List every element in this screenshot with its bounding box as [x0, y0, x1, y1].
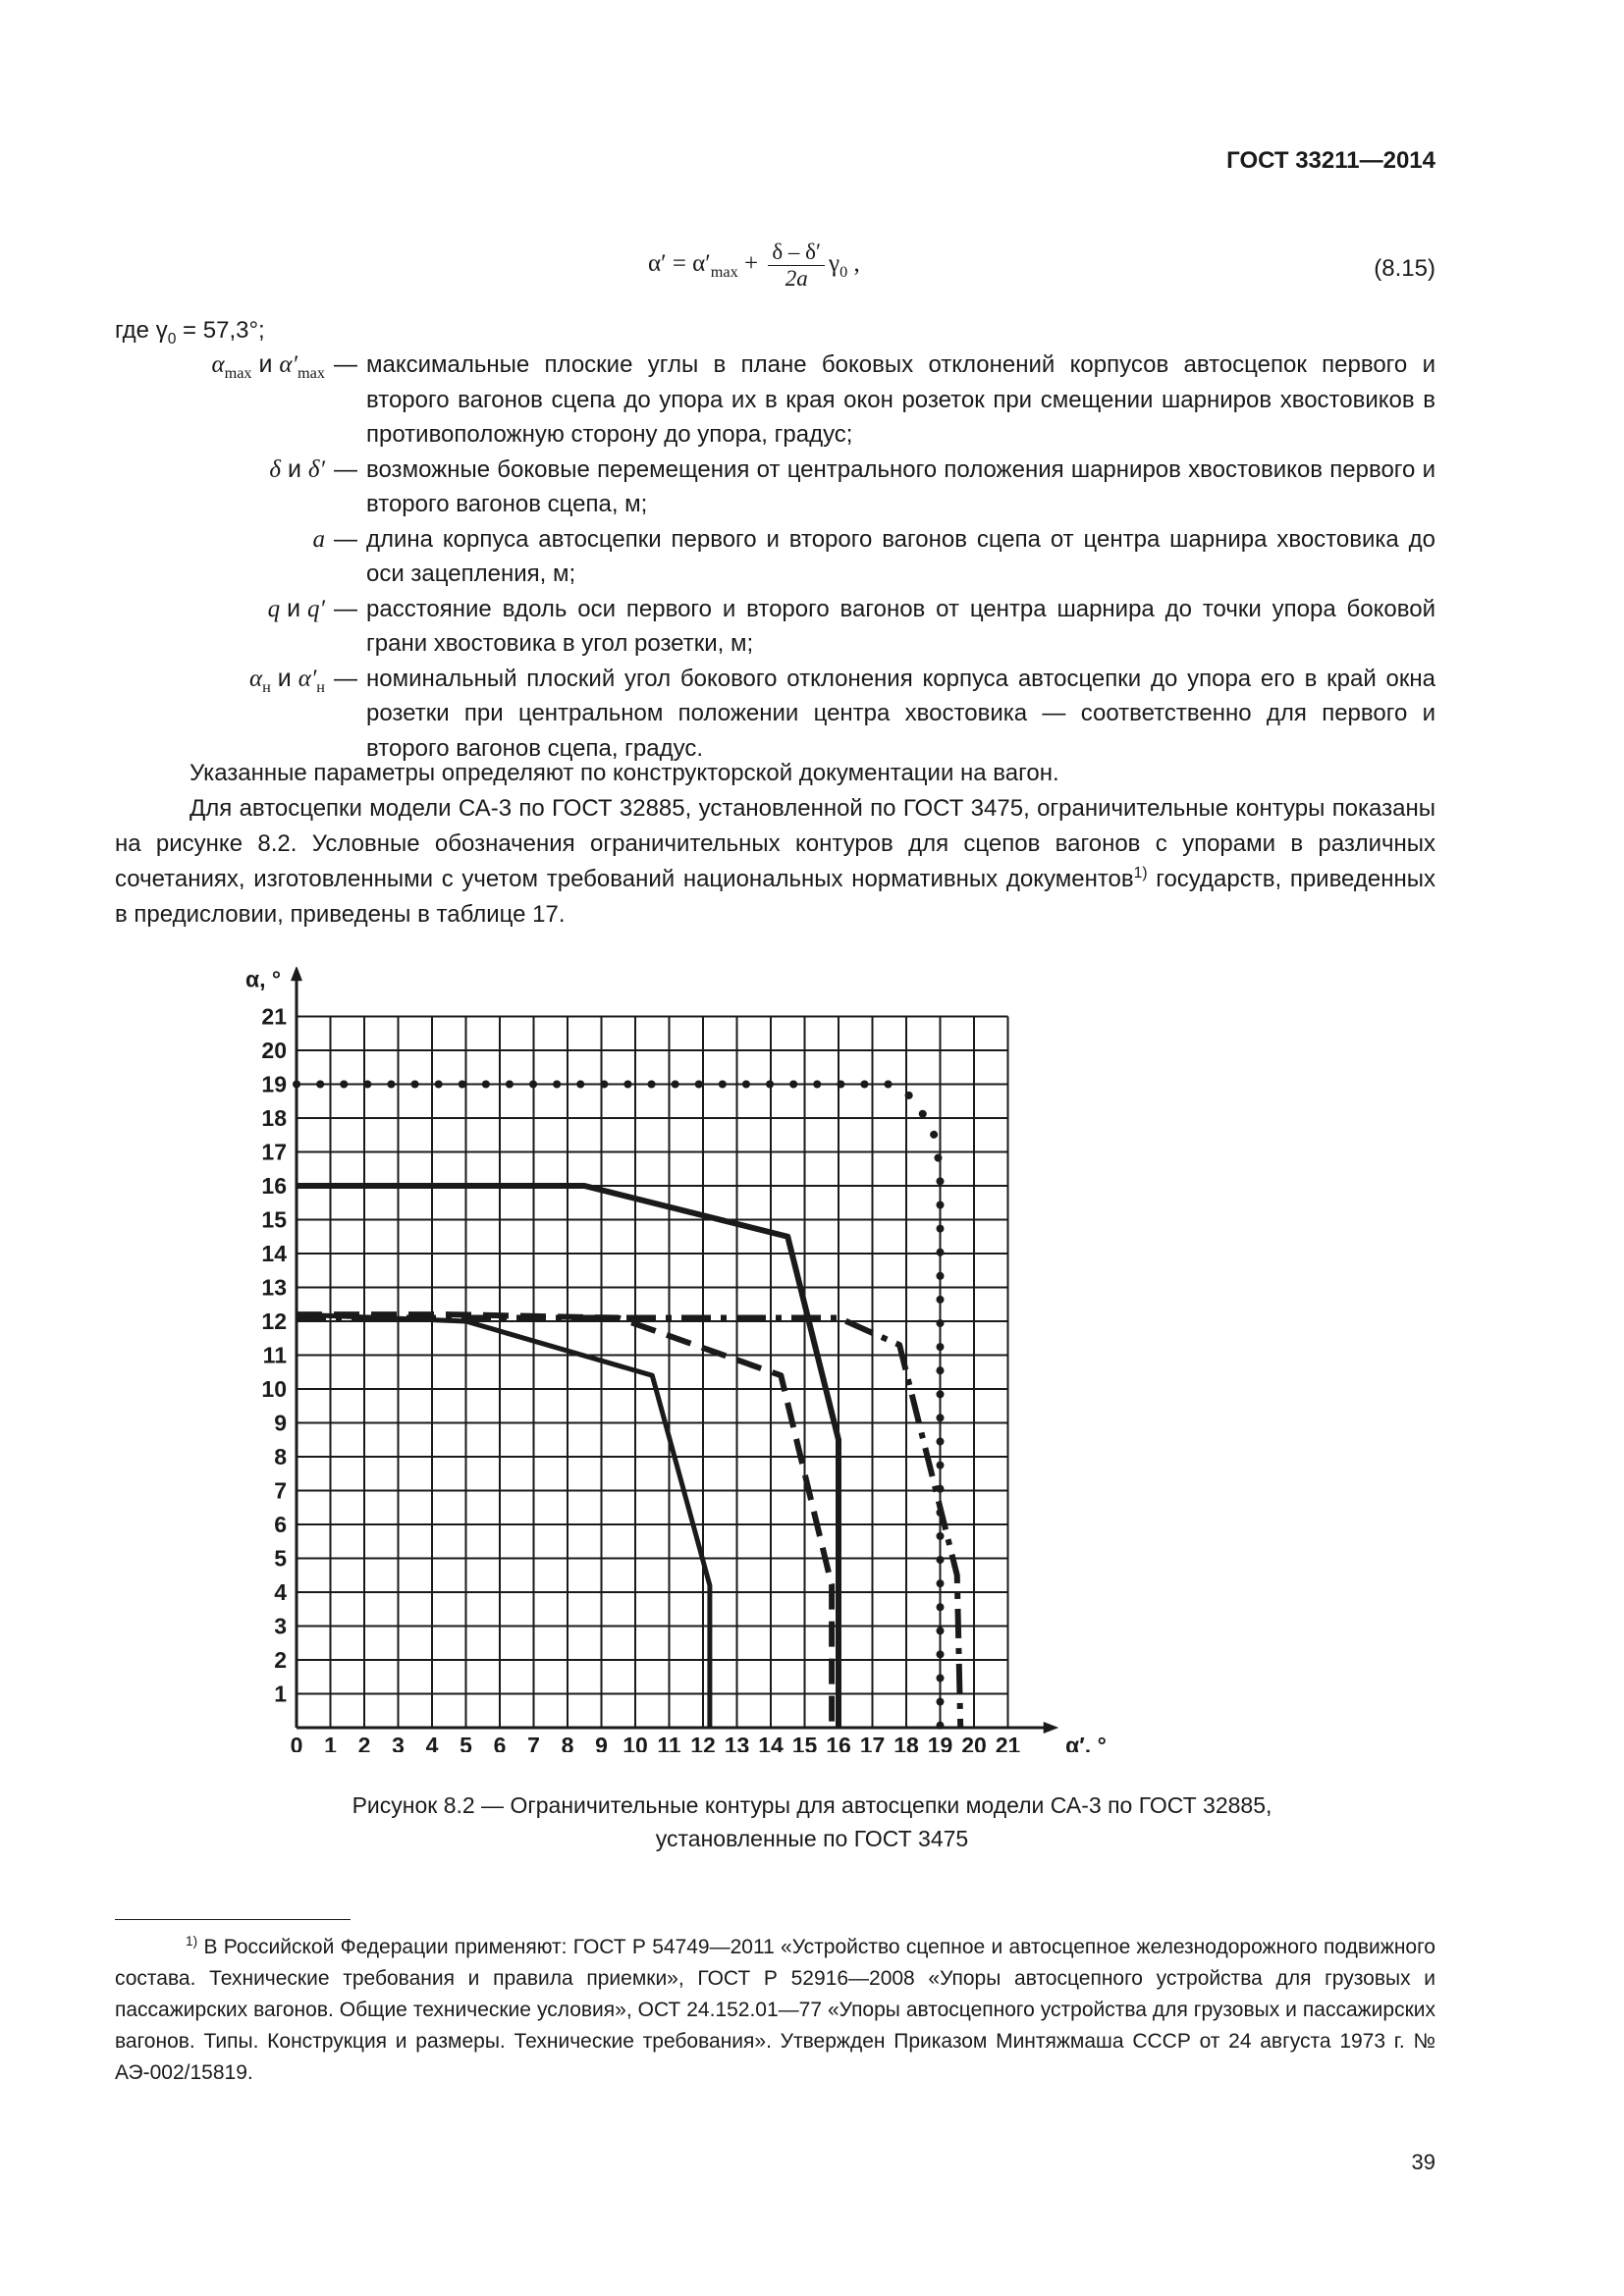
definition-term-term-b: α′ [298, 665, 317, 692]
body-paragraphs [115, 756, 1435, 933]
definition-term-term-a: q [267, 595, 281, 622]
x-tick-label: 6 [493, 1733, 507, 1752]
x-tick-label: 13 [724, 1733, 750, 1752]
x-tick-label: 10 [623, 1733, 648, 1752]
where-value: = 57,3°; [176, 317, 265, 344]
definition-dash: — [334, 525, 357, 553]
y-tick-label: 14 [261, 1241, 287, 1266]
definition-term-term-a-sub: max [224, 364, 252, 382]
definition-dash: — [334, 595, 357, 622]
definition-term [115, 592, 325, 662]
series-contour-solid-12 [297, 1314, 710, 1728]
x-tick-label: 9 [595, 1733, 608, 1752]
paragraph-2-tail: государств, приведенных в предисловии, приведены в таблице 17. [115, 866, 1435, 928]
contour-chart [226, 967, 1335, 1752]
definition-row [115, 522, 1435, 592]
y-tick-label: 12 [261, 1308, 287, 1334]
y-axis-label: α, ° [245, 967, 282, 992]
footnote-divider [115, 1919, 351, 1920]
where-sub: 0 [167, 330, 177, 347]
definition-dash: — [334, 351, 357, 378]
x-tick-label: 11 [657, 1733, 681, 1752]
y-tick-label: 19 [261, 1071, 287, 1097]
definition-term [115, 662, 325, 767]
x-tick-label: 17 [859, 1733, 886, 1752]
definition-term [115, 347, 325, 453]
definition-term-term-a: α [249, 665, 263, 692]
x-tick-label: 15 [791, 1733, 818, 1752]
formula-gamma: γ [829, 250, 840, 278]
where-prefix: где γ [115, 317, 168, 344]
y-tick-label: 21 [261, 1003, 287, 1030]
x-tick-label: 1 [324, 1733, 337, 1752]
series-contour-dotted [297, 1085, 941, 1729]
definition-term-term-a: δ [269, 455, 282, 483]
y-tick-label: 7 [274, 1477, 287, 1504]
definition-term-join: и [280, 594, 308, 622]
footnote [115, 1932, 1435, 2089]
footnote-ref: 1) [1133, 865, 1148, 881]
formula-tail: , [847, 250, 860, 278]
definition-term-term-a: α [211, 351, 225, 378]
definition-term-term-b-sub: н [316, 677, 325, 696]
y-tick-label: 1 [274, 1681, 287, 1707]
page-number: 39 [1411, 2150, 1435, 2174]
definition-term-term-b-sub: max [298, 364, 325, 382]
figure-caption [0, 1789, 1624, 1855]
y-tick-label: 11 [262, 1342, 287, 1368]
definition-text: длина корпуса автосцепки первого и второго вагонов сцепа от центра шарнира хвостовика до оси зацепления, м; [366, 525, 1435, 587]
formula-denominator: 2a [785, 266, 808, 291]
y-tick-label: 17 [261, 1139, 287, 1165]
formula-lhs-sub: max [710, 263, 738, 282]
y-axis-arrow [291, 967, 302, 981]
definition-term-join: и [251, 350, 280, 378]
figure-8-2 [226, 967, 1335, 1757]
paragraph-2-text: Для автосцепки модели СА-3 по ГОСТ 32885, установленной по ГОСТ 3475, ограничительные контуры показаны на рисунке 8.2. Условные обозначения ограничительных контуров для сцепов вагонов с упорами в различных сочетаниях, изготовленными с учетом требований национальных нормативных документов [115, 795, 1435, 892]
y-tick-label: 16 [261, 1173, 287, 1199]
where-clause [115, 317, 265, 345]
y-tick-label: 5 [274, 1545, 287, 1572]
x-tick-label: 7 [527, 1733, 540, 1752]
x-tick-label: 2 [357, 1733, 371, 1752]
x-tick-label: 21 [995, 1733, 1021, 1752]
y-tick-label: 4 [274, 1579, 287, 1605]
x-axis-label: α′, ° [1065, 1733, 1107, 1752]
y-tick-label: 9 [274, 1410, 287, 1436]
formula-fraction [768, 240, 825, 292]
series-contour-dashed [297, 1314, 832, 1728]
paragraph-1: Указанные параметры определяют по конструкторской документации на вагон. [189, 760, 1059, 786]
footnote-marker: 1) [186, 1934, 198, 1949]
y-tick-label: 6 [274, 1512, 287, 1537]
y-tick-label: 8 [274, 1444, 287, 1469]
definition-dash: — [334, 665, 357, 692]
caption-line-2: установленные по ГОСТ 3475 [655, 1826, 969, 1851]
definition-term-term-b: α′ [279, 351, 298, 378]
y-tick-label: 20 [261, 1038, 287, 1063]
footnote-text: В Российской Федерации применяют: ГОСТ Р 54749—2011 «Устройство сцепное и автосцепное железнодорожного подвижного состава. Технические требования и правила приемки», ГОСТ Р 52916—2008 «Упоры автосцепного устройства для грузовых и пассажирских вагонов. Общие технические условия», ОСТ 24.152.01—77 «Упоры автосцепного устройства для грузовых и пассажирских вагонов. Типы. Конструкция и размеры. Технические требования». Утвержден Приказом Минтяжмаша СССР от 24 августа 1973 г. № АЭ-002/15819. [115, 1936, 1435, 2084]
definition-term-join: и [281, 454, 308, 483]
definition-row [115, 592, 1435, 662]
definition-term [115, 453, 325, 522]
y-tick-label: 13 [261, 1274, 287, 1301]
definition-text: номинальный плоский угол бокового отклонения корпуса автосцепки до упора его в край окна розетки при центральном положении центра хвостовика — соответственно для первого и второго вагонов сцепа, градус. [366, 665, 1435, 762]
definition-term-term-a-sub: н [262, 677, 271, 696]
definition-term-term-a: a [312, 525, 325, 553]
definition-row [115, 662, 1435, 767]
definition-text: возможные боковые перемещения от центрального положения шарниров хвостовиков первого и второго вагонов сцепа, м; [366, 455, 1435, 517]
definition-term-join: и [270, 664, 298, 692]
series-contour-dashdot [297, 1318, 960, 1728]
formula-plus: + [737, 250, 765, 278]
definition-row [115, 453, 1435, 522]
x-tick-label: 8 [561, 1733, 574, 1752]
y-tick-label: 10 [261, 1376, 287, 1402]
formula-numerator: δ – δ′ [768, 240, 825, 266]
formula-lhs: α′ = α′ [648, 250, 711, 278]
definition-term-term-b: δ′ [307, 455, 325, 483]
paragraph-2 [115, 791, 1435, 933]
definition-text: максимальные плоские углы в плане боковых отклонений корпусов автосцепок первого и второго вагонов сцепа до упора их в края окон розеток при смещении шарниров хвостовиков в противоположную сторону до упора, градус; [366, 351, 1435, 448]
formula-8-15 [648, 240, 860, 292]
x-tick-label: 18 [893, 1733, 919, 1752]
x-axis-arrow [1044, 1722, 1059, 1734]
formula-gamma-sub: 0 [839, 263, 848, 282]
formula-number: (8.15) [1374, 255, 1435, 282]
definition-row [115, 347, 1435, 453]
x-tick-label: 3 [392, 1733, 405, 1752]
x-tick-label: 0 [290, 1733, 303, 1752]
caption-line-1: Рисунок 8.2 — Ограничительные контуры для автосцепки модели СА-3 по ГОСТ 32885, [352, 1792, 1272, 1818]
x-tick-label: 12 [690, 1733, 716, 1752]
definition-text: расстояние вдоль оси первого и второго вагонов от центра шарнира до точки упора боковой грани хвостовика в угол розетки, м; [366, 595, 1435, 657]
y-tick-label: 2 [274, 1647, 287, 1673]
x-tick-label: 20 [961, 1733, 987, 1752]
x-tick-label: 16 [826, 1733, 851, 1752]
y-tick-label: 15 [261, 1206, 287, 1233]
x-tick-label: 4 [425, 1733, 439, 1752]
definition-term-term-b: q′ [307, 595, 325, 622]
y-tick-label: 3 [274, 1613, 287, 1639]
definition-list [115, 347, 1435, 766]
definition-dash: — [334, 455, 357, 483]
x-tick-label: 5 [460, 1733, 472, 1752]
x-tick-label: 14 [758, 1733, 784, 1752]
document-header: ГОСТ 33211—2014 [1226, 147, 1435, 174]
x-tick-label: 19 [927, 1733, 953, 1752]
y-tick-label: 18 [261, 1105, 287, 1131]
definition-term [115, 522, 325, 592]
